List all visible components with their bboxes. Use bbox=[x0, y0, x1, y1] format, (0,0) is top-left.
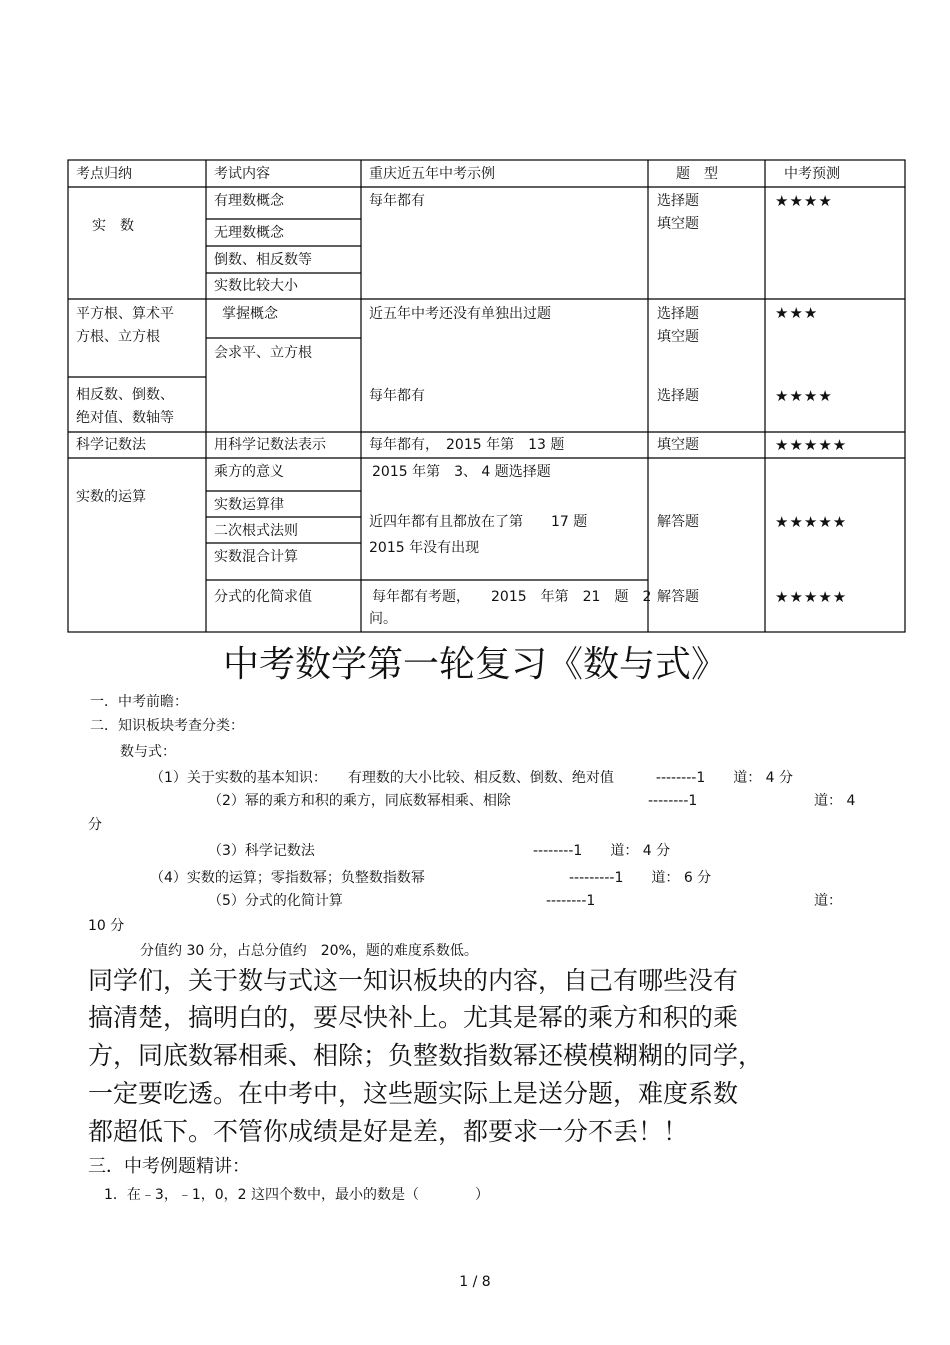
row1-content-4: 实数比较大小 bbox=[214, 278, 298, 294]
row5-content-4: 实数混合计算 bbox=[214, 549, 298, 565]
item-5-count: --------1 bbox=[546, 893, 596, 909]
row5-example-2: 近四年都有且都放在了第 17 题 bbox=[369, 514, 588, 530]
row5-topic: 实数的运算 bbox=[76, 489, 146, 505]
row1-content-1: 有理数概念 bbox=[214, 193, 284, 209]
question-1: 1．在﹣3，﹣1，0，2 这四个数中，最小的数是（ ） bbox=[104, 1187, 489, 1203]
item-1: （1）关于实数的基本知识： 有理数的大小比较、相反数、倒数、绝对值 --------1 道： 4 分 bbox=[150, 770, 794, 786]
row5-example-1: 2015 年第 3、 4 题选择题 bbox=[372, 464, 551, 480]
row2-topic-1: 平方根、算术平 bbox=[76, 306, 174, 322]
row6-example-2: 问。 bbox=[369, 611, 397, 627]
row2-type-2: 填空题 bbox=[657, 329, 699, 345]
row5-content-1: 乘方的意义 bbox=[214, 464, 284, 480]
item-4: （4）实数的运算；零指数幂；负整数指数幂 bbox=[150, 870, 425, 886]
item-5-wrap: 10 分 bbox=[88, 918, 125, 934]
header-content: 考试内容 bbox=[214, 166, 270, 182]
row2-topic-2: 方根、立方根 bbox=[76, 329, 160, 345]
row6-content: 分式的化简求值 bbox=[214, 589, 312, 605]
row5-content-2: 实数运算律 bbox=[214, 497, 284, 513]
row6-type: 解答题 bbox=[657, 589, 699, 605]
row3-topic-1: 相反数、倒数、 bbox=[76, 387, 174, 403]
item-2-score: 道： 4 bbox=[814, 793, 856, 809]
row4-example: 每年都有， 2015 年第 13 题 bbox=[369, 437, 565, 453]
item-2-count: --------1 bbox=[648, 793, 698, 809]
page-number: 1 / 8 bbox=[459, 1274, 491, 1290]
row2-content-1: 掌握概念 bbox=[222, 306, 278, 322]
header-example: 重庆近五年中考示例 bbox=[369, 166, 495, 182]
row3-stars: ★★★★ bbox=[775, 387, 833, 405]
paragraph-line-5: 都超低下。不管你成绩是好是差，都要求一分不丢！！ bbox=[88, 1117, 689, 1146]
paragraph-line-4: 一定要吃透。在中考中，这些题实际上是送分题，难度系数 bbox=[88, 1079, 739, 1108]
row6-example-1: 每年都有考题， 2015 年第 21 题 2 bbox=[372, 589, 652, 605]
row1-example: 每年都有 bbox=[369, 193, 425, 209]
item-2: （2）幂的乘方和积的乘方，同底数幂相乘、相除 bbox=[208, 793, 511, 809]
item-3-count: --------1 道： 4 分 bbox=[533, 843, 671, 859]
row5-stars: ★★★★★ bbox=[775, 513, 848, 531]
header-type: 题 型 bbox=[676, 166, 718, 182]
section-1-heading: 一．中考前瞻： bbox=[90, 694, 188, 710]
row4-type: 填空题 bbox=[657, 437, 699, 453]
row3-type: 选择题 bbox=[657, 388, 699, 404]
row4-stars: ★★★★★ bbox=[775, 436, 848, 454]
row1-type-1: 选择题 bbox=[657, 193, 699, 209]
section-2-heading: 二．知识板块考查分类： bbox=[90, 718, 244, 734]
item-5-score: 道： bbox=[814, 893, 842, 909]
row1-content-3: 倒数、相反数等 bbox=[214, 252, 312, 268]
row4-content: 用科学记数法表示 bbox=[214, 437, 326, 453]
summary-line: 分值约 30 分，占总分值约 20%，题的难度系数低。 bbox=[140, 943, 478, 959]
row1-type-2: 填空题 bbox=[657, 216, 699, 232]
row1-stars: ★★★★ bbox=[775, 192, 833, 210]
section-2-subheading: 数与式： bbox=[120, 744, 176, 760]
row2-example: 近五年中考还没有单独出过题 bbox=[369, 306, 551, 322]
paragraph-line-1: 同学们，关于数与式这一知识板块的内容，自己有哪些没有 bbox=[88, 966, 739, 995]
row2-stars: ★★★ bbox=[775, 304, 819, 322]
row2-type-1: 选择题 bbox=[657, 306, 699, 322]
item-3: （3）科学记数法 bbox=[208, 843, 315, 859]
row5-example-3: 2015 年没有出现 bbox=[369, 540, 480, 556]
row2-content-2: 会求平、立方根 bbox=[214, 345, 312, 361]
page-title: 中考数学第一轮复习《数与式》 bbox=[222, 644, 727, 685]
paragraph-line-3: 方，同底数幂相乘、相除；负整数指数幂还模模糊糊的同学， bbox=[88, 1041, 764, 1070]
item-2-wrap: 分 bbox=[88, 817, 102, 833]
row1-topic: 实 数 bbox=[92, 218, 134, 234]
row4-topic: 科学记数法 bbox=[76, 437, 146, 453]
section-3-heading: 三．中考例题精讲： bbox=[88, 1156, 250, 1177]
header-topic: 考点归纳 bbox=[76, 166, 132, 182]
row3-topic-2: 绝对值、数轴等 bbox=[76, 410, 174, 426]
row1-content-2: 无理数概念 bbox=[214, 225, 284, 241]
row5-type: 解答题 bbox=[657, 514, 699, 530]
item-4-count: ---------1 道： 6 分 bbox=[569, 870, 712, 886]
header-forecast: 中考预测 bbox=[784, 166, 840, 182]
row5-content-3: 二次根式法则 bbox=[214, 523, 298, 539]
item-5: （5）分式的化简计算 bbox=[208, 893, 343, 909]
row6-stars: ★★★★★ bbox=[775, 588, 848, 606]
exam-overview-table bbox=[0, 0, 950, 640]
paragraph-line-2: 搞清楚，搞明白的，要尽快补上。尤其是幂的乘方和积的乘 bbox=[88, 1003, 739, 1032]
row3-example: 每年都有 bbox=[369, 388, 425, 404]
